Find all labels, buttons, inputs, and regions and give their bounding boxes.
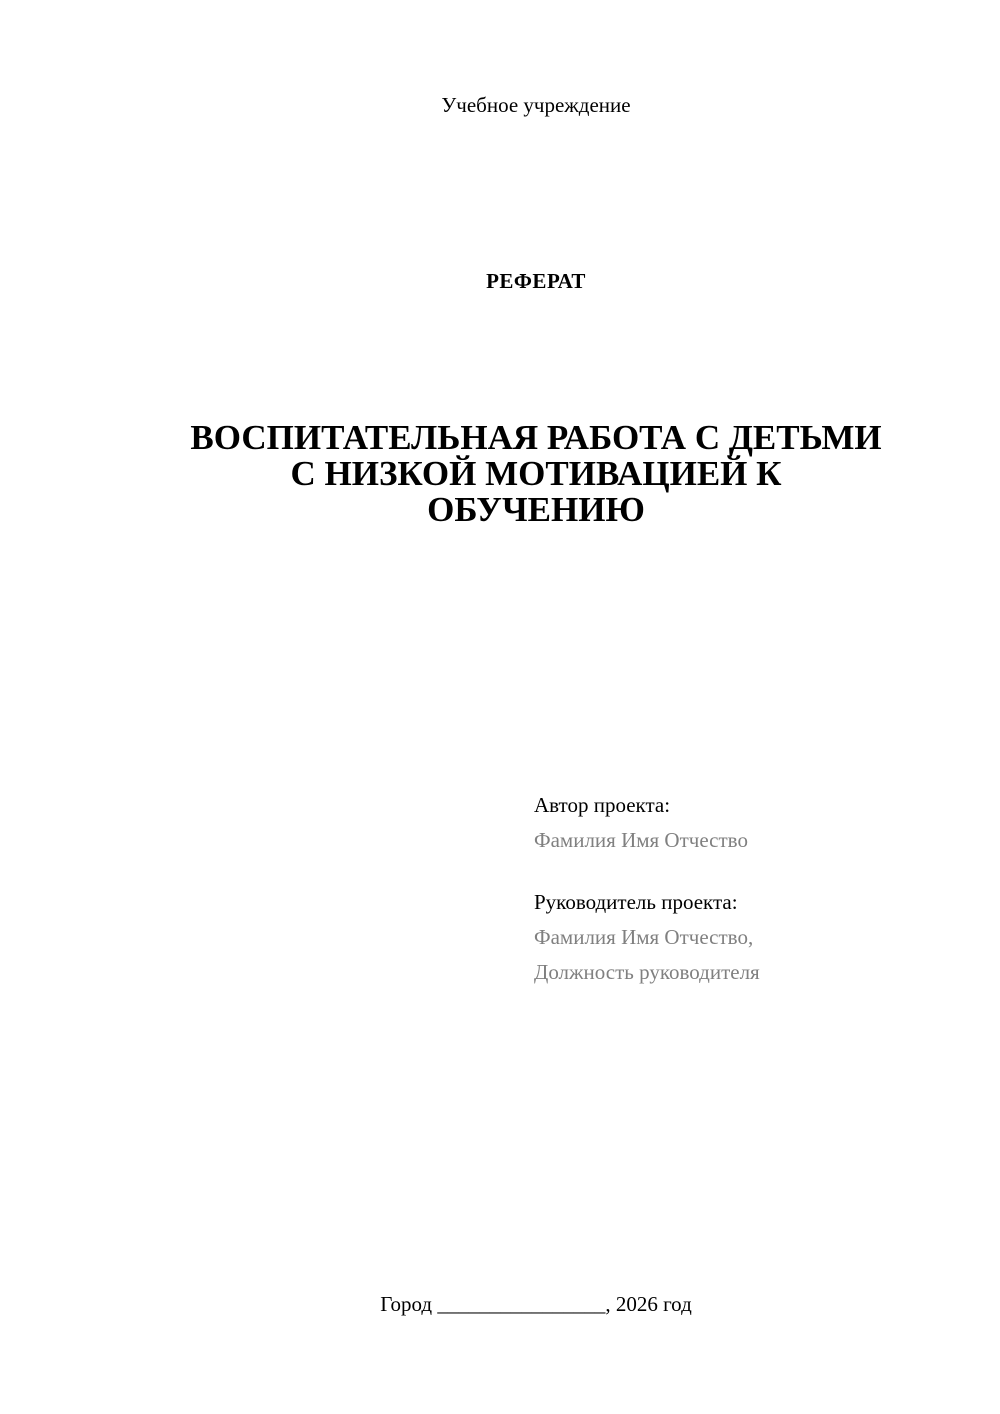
supervisor-position: Должность руководителя [534, 960, 760, 984]
credits-block [534, 788, 974, 990]
title-line: ОБУЧЕНИЮ [427, 490, 645, 529]
supervisor-label: Руководитель проекта: [534, 890, 738, 914]
author-name: Фамилия Имя Отчество [534, 828, 748, 852]
city-year-line: Город ________________, 2026 год [380, 1292, 692, 1316]
document-title [120, 420, 952, 528]
credits-spacer [534, 858, 974, 885]
title-line: С НИЗКОЙ МОТИВАЦИЕЙ К [290, 454, 782, 493]
supervisor-name: Фамилия Имя Отчество, [534, 925, 754, 949]
title-line: ВОСПИТАТЕЛЬНАЯ РАБОТА С ДЕТЬМИ [190, 418, 882, 457]
institution-name: Учебное учреждение [441, 93, 631, 117]
author-label: Автор проекта: [534, 793, 671, 817]
document-type: РЕФЕРАТ [486, 269, 586, 293]
